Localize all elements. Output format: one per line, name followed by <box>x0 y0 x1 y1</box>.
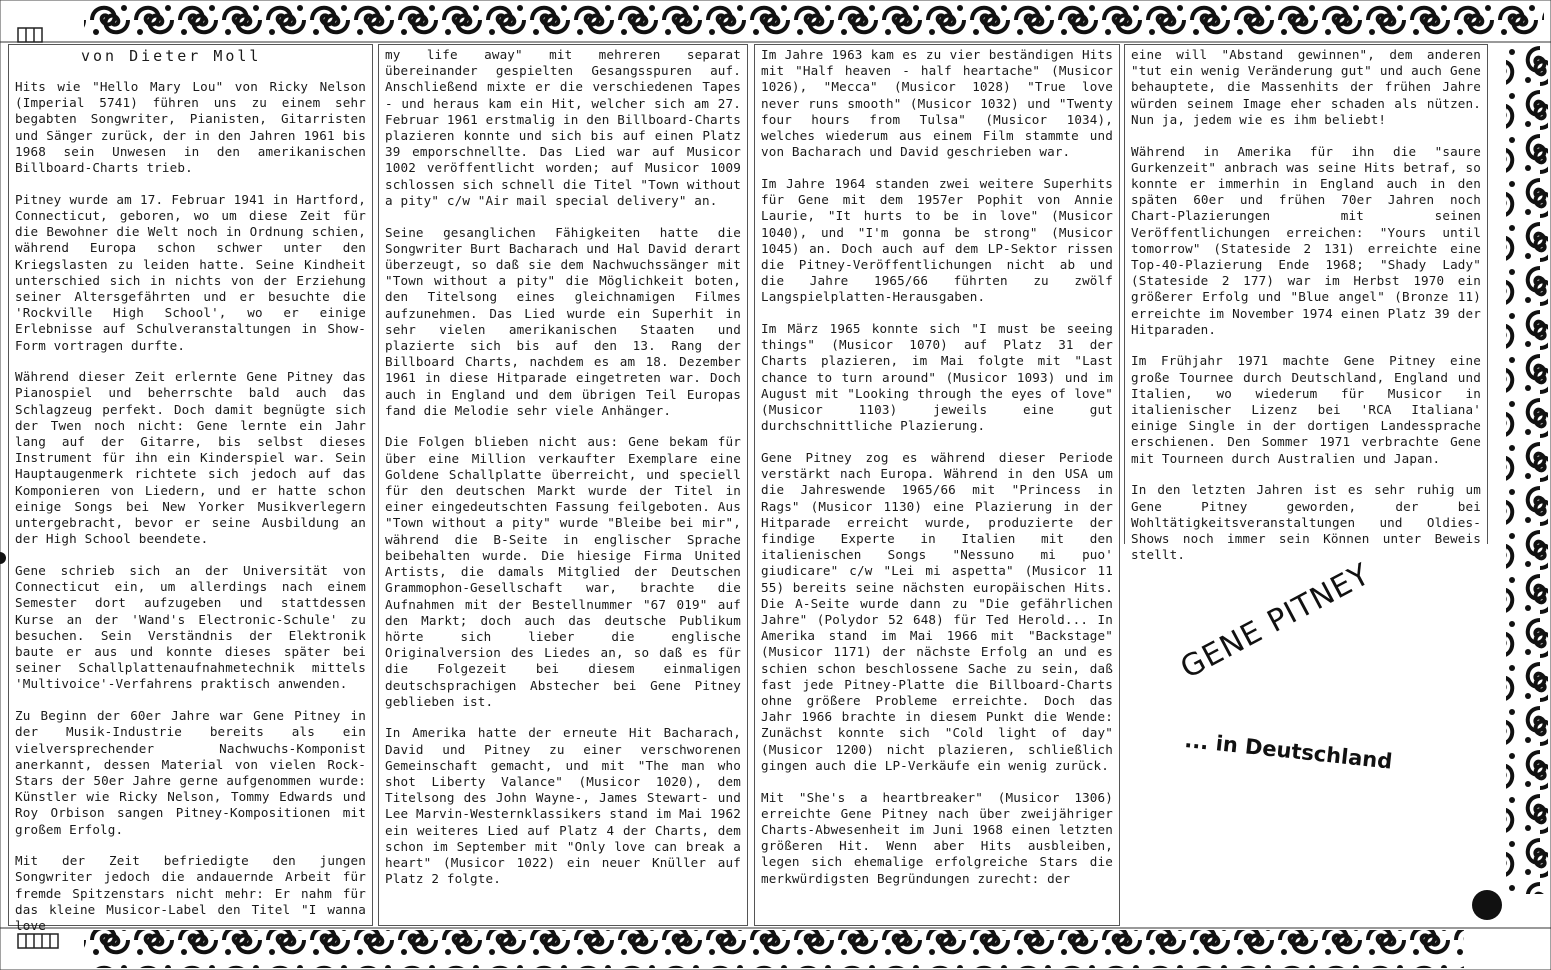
paragraph: Seine gesanglichen Fähigkeiten hatte die Songwriter Burt Bacharach und Hal David derart überzeugt, so daß sie dem Nachwuchssänger mit "Town without a pity" die Möglichkeit boten, den Titelsong eines gleichnamigen Filmes aufzunehmen. Das Lied wurde ein Superhit in sehr vielen amerikanischen Staaten und plazierte sich bis auf den 13. Rang der Billboard Charts, nachdem es am 18. Dezember 1961 in diese Hitparade eingetreten war. Doch auch in England und dem übrigen Teil Europas fand die Melodie sehr viele Anhänger. <box>385 224 741 418</box>
column-4 <box>1124 44 1488 563</box>
black-dot-ornament <box>1472 890 1502 920</box>
author-byline: von Dieter Moll <box>81 47 262 65</box>
paragraph: Die Folgen blieben nicht aus: Gene bekam für über eine Million verkaufter Exemplare eine Goldene Schallplatte überreicht, und speciell für den deutschen Markt wurde der Titel in einer eingedeutschten Fassung feilgeboten. Aus "Town without a pity" wurde "Bleibe bei mir", während die B-Seite in englischer Sprache beibehalten wurde. Die hiesige Firma United Artists, die damals Mitglied der Deutschen Grammophon-Gesellschaft war, brachte die Aufnahmen mit der Bestellnummer "67 019" auf den Markt; doch auch das deutsche Publikum hörte sich lieber die englische Originalversion des Liedes an, so daß es für die Folgezeit bei diesem einmaligen deutschsprachigen Abstecher bei Gene Pitney geblieben ist. <box>385 434 741 709</box>
column-2 <box>378 44 748 926</box>
paragraph: Während in Amerika für ihn die "saure Gurkenzeit" anbrach was seine Hits betraf, so konnte er immerhin in England auch in den späten 60er und frühen 70er Jahren noch Chart-Plazierungen mit seinen Veröffentlichungen erreichen: "Yours until tomorrow" (Stateside 2 131) erreichte eine Top-40-Plazierung Ende 1968; "Shady Lady" (Stateside 2 177) war im Herbst 1970 ein größerer Erfolg und "Blue angel" (Bronze 11) erreichte im November 1974 einen Platz 39 der Hitparaden. <box>1131 143 1481 337</box>
column-3 <box>754 44 1120 926</box>
paragraph: Mit der Zeit befriedigte den jungen Songwriter jedoch die andauernde Arbeit für fremde Spitzenstars nicht mehr: Er nahm für das kleine Musicor-Label den Titel "I wanna love <box>15 853 366 934</box>
paragraph: Mit "She's a heartbreaker" (Musicor 1306) erreichte Gene Pitney nach über zweijähriger Charts-Abwesenheit im Juni 1968 einen letzten größeren Hit. Wenn aber Hits ausbleiben, legen sich ehemalige erfolgreiche Stars die merkwürdigsten Begründungen zurecht: der <box>761 789 1113 886</box>
column-1 <box>8 44 373 934</box>
paragraph: Pitney wurde am 17. Februar 1941 in Hartford, Connecticut, geboren, wo um diese Zeit für die Bewohner die Welt noch in Ordnung schien, während Europa schon schwer unter den Kriegslasten zu leiden hatte. Seine Kindheit unterschied sich in nichts von der Erziehung seiner Altersgefährten und er besuchte die 'Rockville High School', wo er einige Erlebnisse auf Schulveranstaltungen in Show-Form vortragen durfte. <box>15 191 366 353</box>
paragraph: Gene schrieb sich an der Universität von Connecticut ein, um allerdings nach einem Semester dort aufzugeben und stattdessen Kurse an der 'Wand's Electronic-Schule' zu besuchen. Sein Verständnis der Elektronik baute er aus und konnte dieses später bei seiner Schallplattenaufnahmetechnik mittels 'Multivoice'-Verfahrens praktisch anwenden. <box>15 562 366 692</box>
paragraph: Hits wie "Hello Mary Lou" von Ricky Nelson (Imperial 5741) führen uns zu einem sehr begabten Songwriter, Pianisten, Gitarristen und Sänger zurück, der in den Jahren 1961 bis 1968 sein Unwesen in den amerikanischen Billboard-Charts trieb. <box>15 79 366 176</box>
paragraph: Im Jahre 1964 standen zwei weitere Superhits für Gene mit dem 1957er Pophit von Annie Laurie, "It hurts to be in love" (Musicor 1040), und "I'm gonna be strong" (Musicor 1045) an. Doch auch auf dem LP-Sektor rissen die Pitney-Veröffentlichungen nicht ab und die Jahre 1965/66 führten zu zwölf Langspielplatten-Herausgaben. <box>761 175 1113 305</box>
paragraph: eine will "Abstand gewinnen", dem anderen "tut ein wenig Veränderung gut" und auch Gene behauptete, die Massenhits der frühen Jahre würden seinem Image eher schaden als nützen. Nun ja, jedem wie es ihm beliebt! <box>1131 47 1481 127</box>
paragraph: Gene Pitney zog es während dieser Periode verstärkt nach Europa. Während in den USA um die Jahreswende 1965/66 mit "Princess in Rags" (Musicor 1130) eine Plazierung in der Hitparade erreicht wurde, produzierte der findige Experte in Italien mit den italienischen Songs "Nessuno mi puo' giudicare" c/w "Lei mi aspetta" (Musicor 11 55) bereits seine nächsten europäischen Hits. Die A-Seite wurde dann zu "Die gefährlichen Jahre" (Polydor 52 648) für Ted Herold... In Amerika stand im Mai 1966 mit "Backstage" (Musicor 1171) der nächste Erfolg an und es schien schon beschlossene Sache zu sein, daß fast jede Pitney-Platte die Billboard-Charts ohne größere Probleme erreichte. Doch das Jahr 1966 brachte in diesem Punkt die Wende: Zunächst konnte sich "Cold light of day" (Musicor 1200) nicht plazieren, schließlich gingen auch die LP-Verkäufe ein wenig zurück. <box>761 449 1113 773</box>
paragraph: Im Frühjahr 1971 machte Gene Pitney eine große Tournee durch Deutschland, England und Italien, wo wiederum für Musicor in italienischer Lizenz bei 'RCA Italiana' einige Single in der dortigen Landessprache erschienen. Den Sommer 1971 verbrachte Gene mit Tourneen durch Australien und Japan. <box>1131 353 1481 466</box>
paragraph: my life away" mit mehreren separat übereinander gespielten Gesangsspuren auf. Anschließend mixte er die verschiedenen Tapes - und heraus kam ein Hit, welcher sich am 27. Februar 1961 erstmalig in den Billboard-Charts plazieren konnte und sich bis auf einen Platz 39 emporschnellte. Das Lied war auf Musicor 1002 veröffentlicht worden; auf Musicor 1009 schlossen sich schnell die Titel "Town without a pity" c/w "Air mail special delivery" an. <box>385 47 741 208</box>
headline-subtitle: ... in Deutschland <box>1183 728 1394 774</box>
paragraph: Während dieser Zeit erlernte Gene Pitney das Pianospiel und beherrschte bald auch das Schlagzeug perfekt. Doch damit begnügte sich der Twen noch nicht: Gene lernte ein Jahr lang auf der Gitarre, bis selbst dieses Instrument für ihn ein Kinderspiel war. Sein Hauptaugenmerk richtete sich jedoch auf das Komponieren von Liedern, und er hatte schon einige Songs bei New Yorker Musikverlegern untergebracht, bevor er seine Ausbildung an der High School beendete. <box>15 369 366 547</box>
paragraph: Im März 1965 konnte sich "I must be seeing things" (Musicor 1070) auf Platz 31 der Charts plazieren, im Mai folgte mit "Last chance to turn around" (Musicor 1093) und im August mit "Looking through the eyes of love" (Musicor 1103) jeweils eine gut durchschnittliche Plazierung. <box>761 321 1113 434</box>
headline-title: GENE PITNEY <box>1175 556 1377 686</box>
paragraph: In Amerika hatte der erneute Hit Bacharach, David und Pitney zu einer verschworenen Gemeinschaft gemacht, und mit "The man who shot Liberty Valance" (Musicor 1020), dem Titelsong des John Wayne-, James Stewart- und Lee Marvin-Westernklassikers stand im Mai 1962 ein weiteres Lied auf Platz 4 der Charts, dem schon im September mit "Only love can break a heart" (Musicor 1022) ein neuer Knüller auf Platz 2 folgte. <box>385 725 741 887</box>
paragraph: In den letzten Jahren ist es sehr ruhig um Gene Pitney geworden, der bei Wohltätigkeitsveranstaltungen und Oldies-Shows noch immer sein Können unter Beweis stellt. <box>1131 482 1481 563</box>
paragraph: Im Jahre 1963 kam es zu vier beständigen Hits mit "Half heaven - half heartache" (Musicor 1026), "Mecca" (Musicor 1028) "True love never runs smooth" (Musicor 1032) und "Twenty four hours from Tulsa" (Musicor 1034), welches wiederum aus einem Film stammte und von Bacharach und David geschrieben war. <box>761 47 1113 160</box>
paragraph: Zu Beginn der 60er Jahre war Gene Pitney in der Musik-Industrie bereits als ein vielversprechender Nachwuchs-Komponist anerkannt, dessen Material von vielen Rock-Stars der 50er Jahre gerne aufgenommen wurde: Künstler wie Ricky Nelson, Tommy Edwards und Roy Orbison sangen Pitney-Kompositionen mit großem Erfolg. <box>15 708 366 837</box>
